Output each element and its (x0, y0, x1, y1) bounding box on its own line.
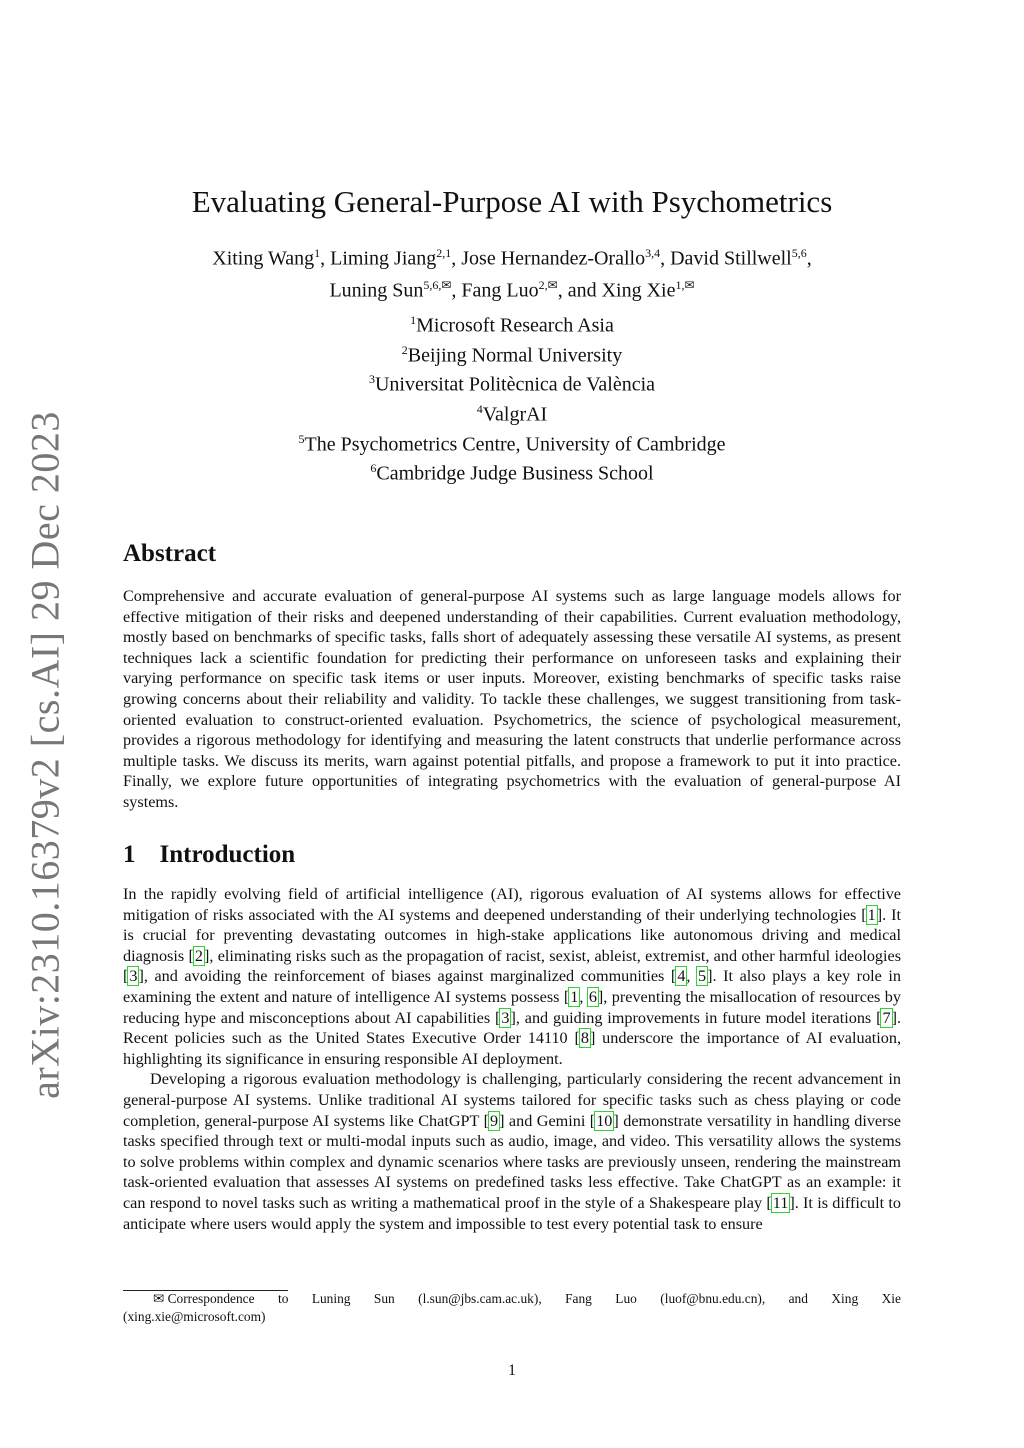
affiliation-list (0, 308, 1024, 486)
affiliation (0, 338, 1024, 368)
citation-link[interactable]: 2 (194, 946, 203, 965)
affiliation (0, 367, 1024, 397)
page-number: 1 (508, 1362, 516, 1379)
affiliation-sup: 5 (298, 431, 305, 446)
affiliation (0, 397, 1024, 427)
affiliation-name: Microsoft Research Asia (416, 314, 614, 337)
footnote-word: Xing (831, 1291, 859, 1306)
author: Jose Hernandez-Orallo (461, 247, 646, 270)
author: Luning Sun (329, 279, 424, 302)
author-line-2: Luning Sun$^{5,6,✉}$, Fang Luo$^{2,✉}$, and Xing Xie$^{1,✉}$ (329, 277, 695, 302)
author-sup: 2,✉ (538, 277, 558, 292)
citation-link[interactable]: 11 (772, 1193, 789, 1212)
citation-link[interactable]: 5 (698, 967, 707, 986)
footnote (123, 1290, 901, 1326)
affiliation-name: The Psychometrics Centre, University of Cambridge (304, 433, 726, 456)
author: Fang Luo (461, 279, 539, 302)
affiliation-sup: 4 (476, 401, 483, 416)
author: Xiting Wang (212, 247, 315, 270)
author-sup: 3,4 (645, 246, 661, 260)
affiliation-name: Universitat Politècnica de València (374, 373, 656, 396)
citation-link[interactable]: 1 (570, 987, 579, 1006)
footnote-word: Luning (311, 1291, 351, 1306)
author-sup: 1 (314, 246, 321, 260)
affiliation (0, 308, 1024, 338)
footnote-line-1 (123, 1290, 901, 1308)
footnote-word: (luof@bnu.edu.cn), (660, 1291, 766, 1306)
affiliation-name: Cambridge Judge Business School (376, 462, 654, 485)
footnote-word: to (277, 1291, 289, 1306)
affiliation-name: ValgrAI (482, 403, 548, 426)
footnote-word: and (788, 1291, 808, 1306)
citation-link[interactable]: 3 (501, 1008, 510, 1027)
author: David Stillwell (670, 247, 792, 270)
arxiv-identifier: arXiv:2310.16379v2 [cs.AI] 29 Dec 2023 (22, 411, 68, 1099)
intro-heading (123, 841, 295, 869)
author-sup: 2,1 (436, 246, 452, 260)
citation-link[interactable]: 1 (867, 905, 876, 924)
author: Liming Jiang (330, 247, 437, 270)
intro-paragraph: Developing a rigorous evaluation methodology is challenging, particularly considering the recent advancement in general-purpose AI systems. Unlike traditional AI systems tailored for specific tasks such as chess playing or code completion, general-purpose AI systems like ChatGPT [9] and Gemini [10] demonstrate versatility in handling diverse tasks specified through text or multi-modal inputs such as audio, image, and video. This versatility allows the systems to solve problems within complex and dynamic scenarios where tasks are previously unseen, rendering the mainstream task-oriented evaluation that assesses AI systems on predefined tasks less effective. Take ChatGPT as an example: it can respond to novel tasks such as writing a mathematical proof in the style of a Shakespeare play [11]. It is difficult to anticipate where users would apply the system and impossible to test every potential task to ensure (123, 1070, 901, 1233)
citation-link[interactable]: 9 (489, 1111, 499, 1130)
affiliation (0, 427, 1024, 457)
footnote-word: Sun (373, 1291, 395, 1306)
section-title: Introduction (159, 841, 296, 868)
citation-link[interactable]: 6 (588, 987, 597, 1006)
paper-title: Evaluating General-Purpose AI with Psychometrics (191, 184, 833, 219)
section-number: 1 (123, 841, 136, 868)
footnote-line-2: (xing.xie@microsoft.com) (123, 1309, 266, 1324)
citation-link[interactable]: 8 (580, 1029, 589, 1048)
affiliation-sup: 6 (370, 461, 377, 476)
footnote-word: Fang (565, 1291, 592, 1306)
footnote-word: ✉ Correspondence (153, 1291, 255, 1306)
author-sup: 5,6 (791, 246, 807, 260)
citation-link[interactable]: 4 (677, 967, 686, 986)
intro-paragraph: In the rapidly evolving field of artificial intelligence (AI), rigorous evaluation of AI systems allows for effective mitigation of risks associated with the AI systems and deepened understanding of their underlying technologies [1]. It is crucial for preventing devastating outcomes in high-stake applications like autonomous driving and medical diagnosis [2], eliminating risks such as the propagation of racist, sexist, ableist, extremist, and other harmful ideologies [3], and avoiding the reinforcement of biases against marginalized communities [4, 5]. It also plays a key role in examining the extent and nature of intelligence AI systems possess [1, 6], preventing the misallocation of resources by reducing hype and misconceptions about AI capabilities [3], and guiding improvements in future model iterations [7]. Recent policies such as the United States Executive Order 14110 [8] underscore the importance of AI evaluation, highlighting its significance in ensuring responsible AI deployment. (123, 885, 902, 1068)
citation-link[interactable]: 7 (882, 1008, 891, 1027)
affiliation (0, 456, 1024, 486)
citation-link[interactable]: 10 (596, 1111, 613, 1130)
footnote-word: Luo (615, 1291, 637, 1306)
author-line-1: Xiting Wang$^1$, Liming Jiang$^{2,1}$, Jose Hernandez-Orallo$^{3,4}$, David Stillwell$^{5,6}$, (212, 246, 812, 270)
abstract-text: Comprehensive and accurate evaluation of general-purpose AI systems such as large language models allows for effective mitigation of their risks and deepened understanding of their capabilities. Current evaluation methodology, mostly based on benchmarks of specific tasks, falls short of adequately assessing these versatile AI systems, as present techniques lack a scientific foundation for predicting their performance on unforeseen tasks and explaining their varying performance on specific task items or user inputs. Moreover, existing benchmarks of specific tasks raise growing concerns about their reliability and validity. To tackle these challenges, we suggest transitioning from task-oriented evaluation to construct-oriented evaluation. Psychometrics, the science of psychological measurement, provides a rigorous methodology for identifying and measuring the latent constructs that underlie performance across multiple tasks. We discuss its merits, warn against potential pitfalls, and propose a framework to put it into practice. Finally, we explore future opportunities of integrating psychometrics with the evaluation of general-purpose AI systems. (123, 587, 901, 811)
affiliation-name: Beijing Normal University (407, 344, 623, 367)
affiliation-sup: 1 (410, 313, 417, 327)
author-list (0, 240, 1024, 303)
affiliation-sup: 3 (368, 372, 375, 387)
author-connector: and (567, 279, 597, 302)
footnote-word: (l.sun@jbs.cam.ac.uk), (418, 1291, 542, 1306)
author: Xing Xie (601, 279, 676, 302)
citation-link[interactable]: 3 (129, 967, 138, 986)
affiliation-sup: 2 (401, 342, 408, 357)
intro-body (123, 884, 901, 1234)
abstract-heading: Abstract (123, 540, 217, 567)
footnote-word: Xie (881, 1291, 901, 1306)
author-sup: 1,✉ (675, 277, 695, 292)
author-sup: 5,6,✉ (423, 277, 452, 292)
